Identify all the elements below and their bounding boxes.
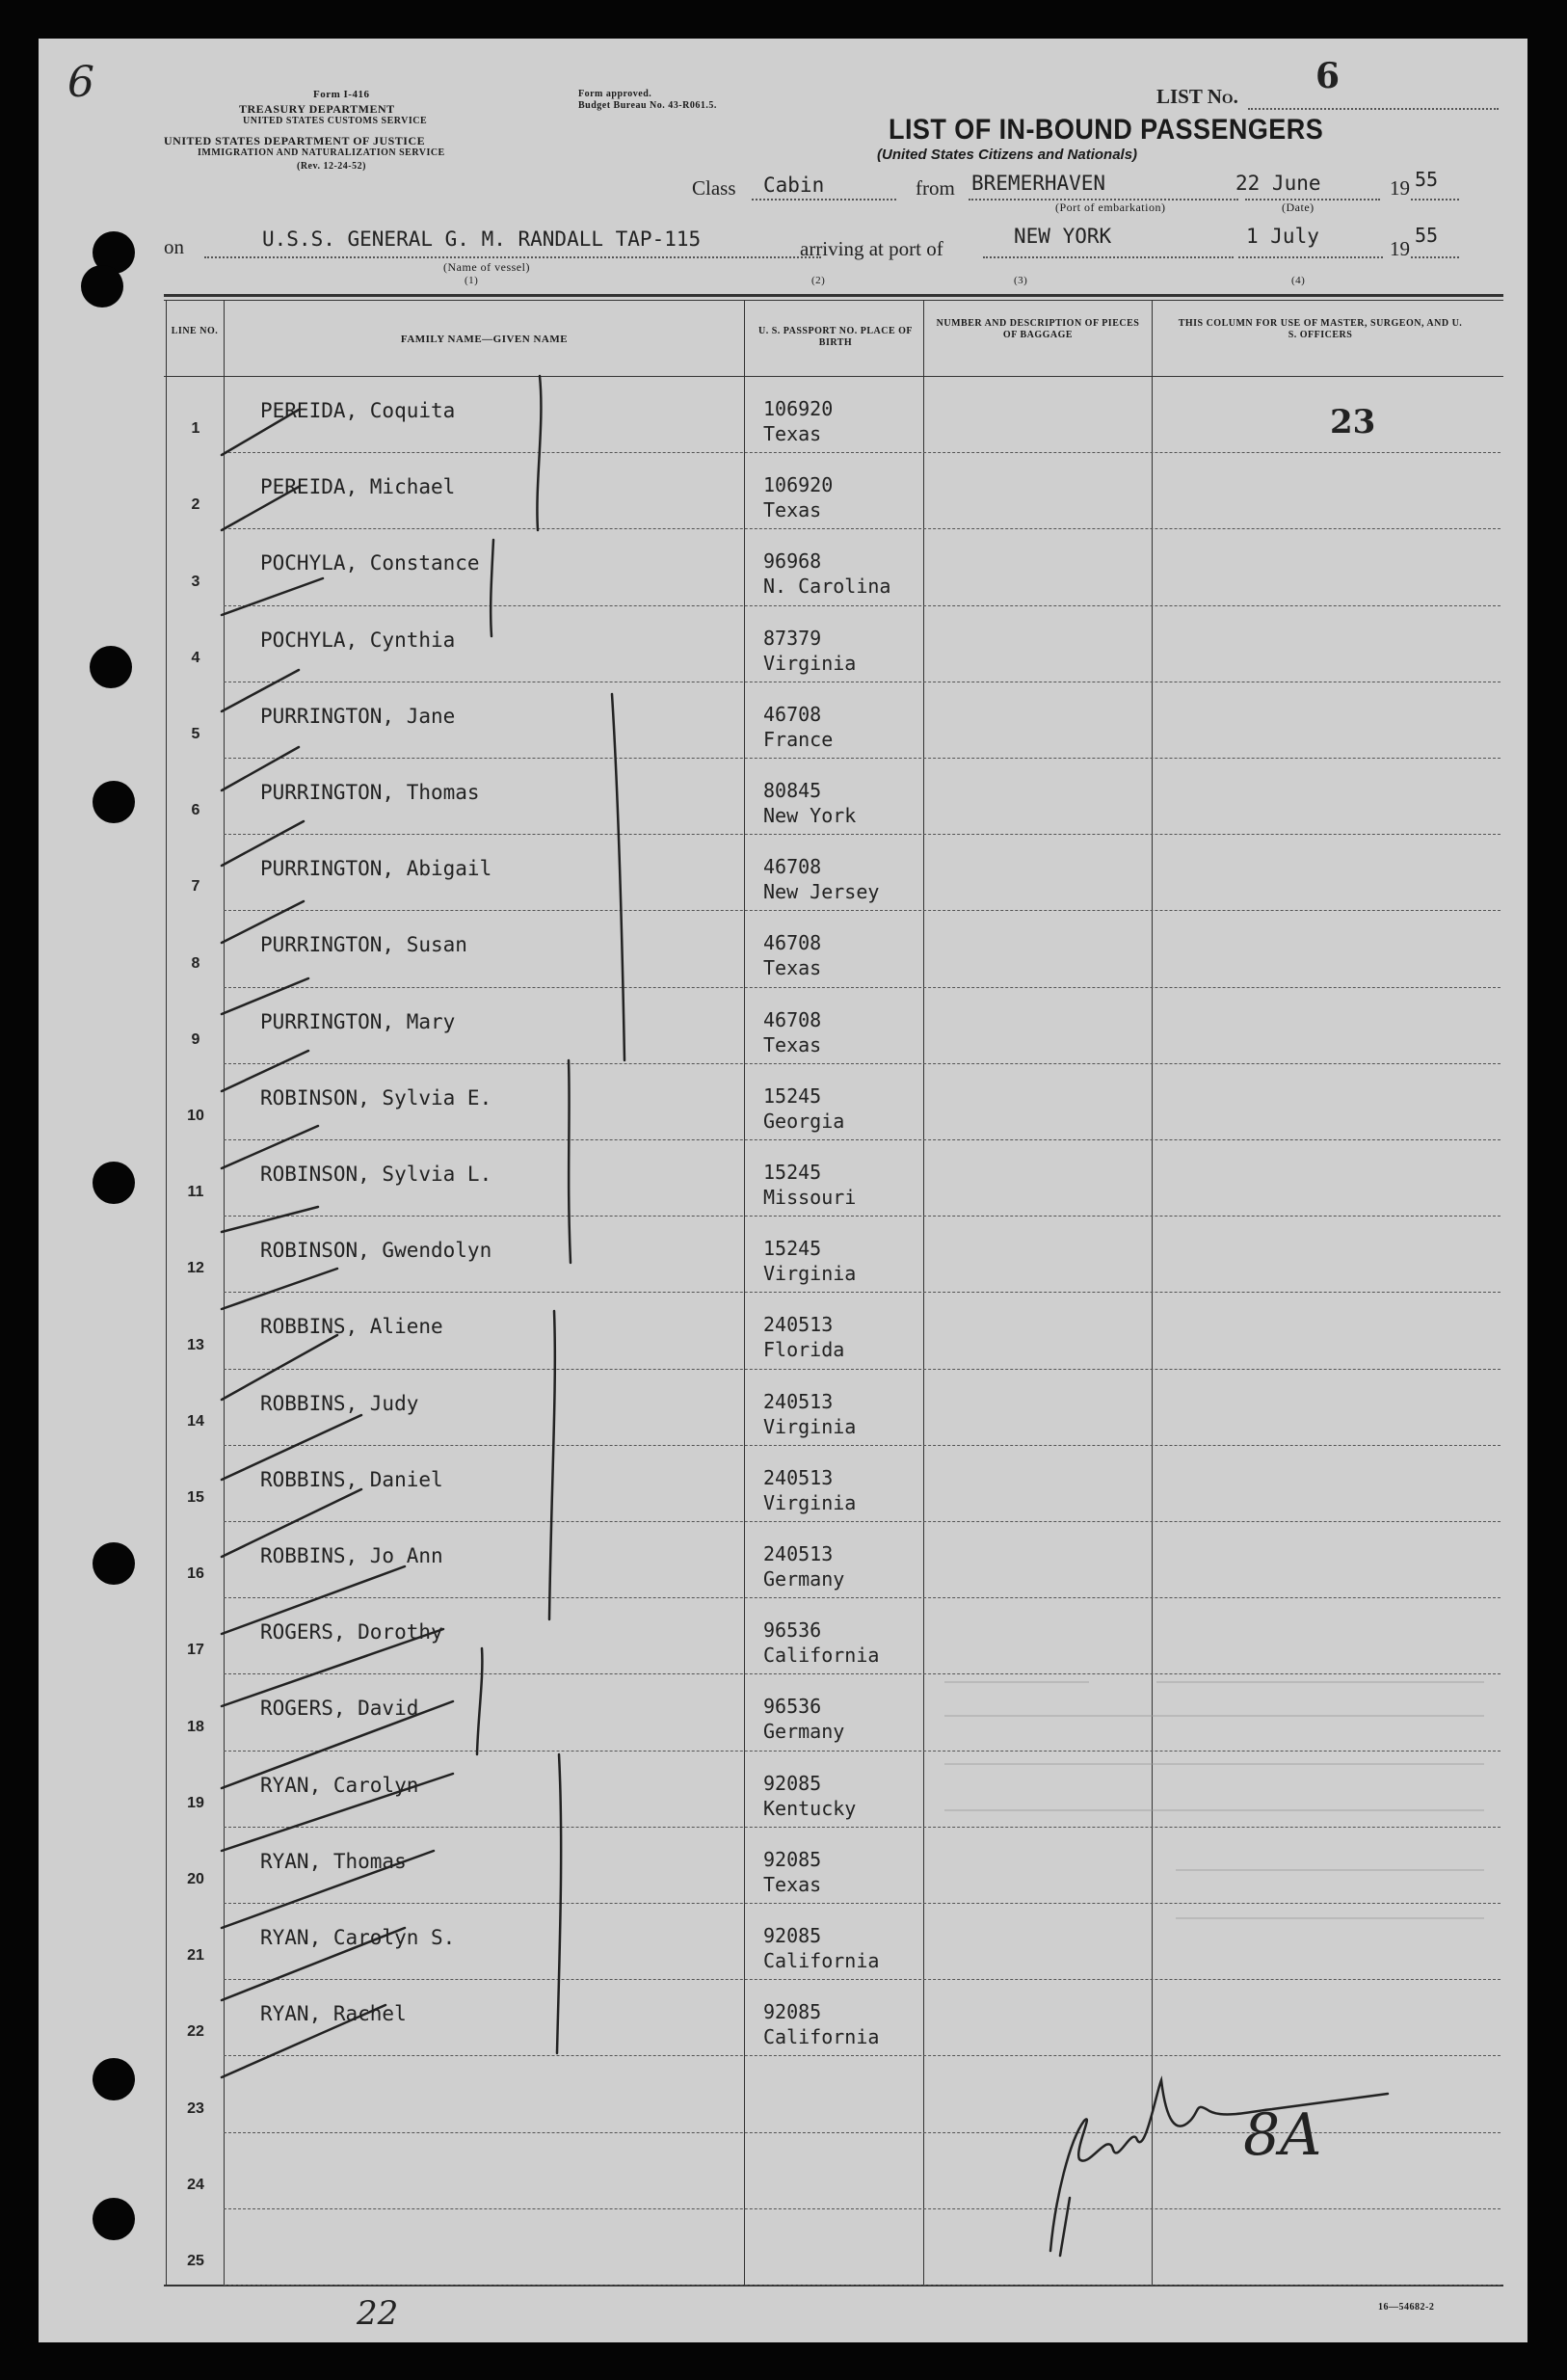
date-caption: (Date) bbox=[1282, 201, 1315, 214]
row-divider bbox=[224, 1139, 1501, 1140]
line-number: 19 bbox=[187, 1794, 204, 1811]
line-number: 12 bbox=[187, 1260, 204, 1277]
passport-number: 46708 bbox=[763, 855, 822, 879]
embarkation-port: BREMERHAVEN bbox=[971, 172, 1106, 195]
col-header-baggage: NUMBER AND DESCRIPTION OF PIECES OF BAGGAGE bbox=[936, 318, 1140, 340]
place-of-birth: Missouri bbox=[763, 1186, 857, 1209]
row-divider bbox=[224, 605, 1501, 606]
place-of-birth: New Jersey bbox=[763, 880, 880, 904]
passenger-name: ROBINSON, Sylvia L. bbox=[260, 1163, 492, 1186]
form-footer: 16—54682-2 bbox=[1378, 2302, 1435, 2313]
passport-number: 46708 bbox=[763, 931, 822, 955]
passport-number: 92085 bbox=[763, 1924, 822, 1947]
punch-hole bbox=[93, 2198, 135, 2240]
family-bracket-mark bbox=[477, 1648, 482, 1754]
row-divider bbox=[224, 1827, 1501, 1828]
place-of-birth: Florida bbox=[763, 1338, 845, 1362]
passenger-name: POCHYLA, Constance bbox=[260, 551, 480, 575]
caption-4: (4) bbox=[1291, 275, 1306, 286]
bottom-handwritten-mark: 22 bbox=[357, 2294, 399, 2333]
arrival-date-line bbox=[1238, 256, 1383, 258]
line-number: 23 bbox=[187, 2099, 204, 2117]
passenger-name: PURRINGTON, Abigail bbox=[260, 857, 492, 881]
punch-hole bbox=[93, 781, 135, 823]
line-number: 2 bbox=[191, 496, 200, 514]
place-of-birth: Virginia bbox=[763, 651, 857, 675]
class-value: Cabin bbox=[763, 174, 825, 197]
justice-dept: UNITED STATES DEPARTMENT OF JUSTICE bbox=[164, 134, 426, 147]
treasury-dept: TREASURY DEPARTMENT bbox=[239, 102, 395, 116]
budget-bureau: Budget Bureau No. 43-R061.5. bbox=[578, 100, 717, 111]
caption-3: (3) bbox=[1014, 275, 1028, 286]
form-number: Form I-416 bbox=[313, 89, 370, 100]
line-number: 18 bbox=[187, 1718, 204, 1735]
caption-1: (1) bbox=[465, 275, 479, 286]
passport-number: 87379 bbox=[763, 626, 822, 650]
row-divider bbox=[224, 452, 1501, 453]
line-number: 4 bbox=[191, 649, 200, 666]
place-of-birth: Virginia bbox=[763, 1490, 857, 1514]
line-number: 7 bbox=[191, 878, 200, 896]
passenger-name: PURRINGTON, Jane bbox=[260, 704, 456, 728]
line-number: 20 bbox=[187, 1871, 204, 1887]
passenger-name: PEREIDA, Michael bbox=[260, 475, 456, 499]
passport-number: 15245 bbox=[763, 1237, 822, 1261]
family-bracket-mark bbox=[569, 1060, 571, 1263]
passenger-name: ROBINSON, Sylvia E. bbox=[260, 1085, 492, 1110]
line-number: 25 bbox=[187, 2253, 204, 2269]
passenger-name: ROBBINS, Judy bbox=[260, 1391, 419, 1415]
vessel-caption: (Name of vessel) bbox=[443, 260, 530, 274]
officer-signature bbox=[1050, 2080, 1388, 2251]
passenger-name: ROBBINS, Jo Ann bbox=[260, 1544, 443, 1567]
line-number: 24 bbox=[187, 2176, 204, 2193]
passenger-name: PURRINGTON, Thomas bbox=[260, 781, 480, 804]
place-of-birth: Virginia bbox=[763, 1262, 857, 1286]
passport-number: 106920 bbox=[763, 397, 834, 420]
form-approved: Form approved. bbox=[578, 89, 652, 99]
vessel-line bbox=[204, 256, 821, 258]
row-divider bbox=[224, 1751, 1501, 1752]
on-label: on bbox=[164, 235, 184, 258]
passport-number: 240513 bbox=[763, 1465, 834, 1489]
passenger-name: POCHYLA, Cynthia bbox=[260, 628, 456, 652]
line-number: 3 bbox=[191, 573, 200, 590]
row-divider bbox=[224, 2208, 1501, 2209]
passport-number: 92085 bbox=[763, 1771, 822, 1795]
row-divider bbox=[224, 1521, 1501, 1522]
form-subtitle: (United States Citizens and Nationals) bbox=[877, 147, 1138, 163]
place-of-birth: Virginia bbox=[763, 1414, 857, 1438]
embark-year-line bbox=[1411, 199, 1459, 201]
row-divider bbox=[224, 1445, 1501, 1446]
place-of-birth: Texas bbox=[763, 956, 822, 980]
passenger-name: ROBBINS, Aliene bbox=[260, 1315, 443, 1339]
place-of-birth: New York bbox=[763, 804, 857, 827]
col-divider-line bbox=[166, 301, 167, 2285]
embarkation-year: 55 bbox=[1415, 168, 1439, 191]
place-of-birth: Texas bbox=[763, 422, 822, 445]
family-bracket-mark bbox=[612, 694, 624, 1060]
row-divider bbox=[224, 1673, 1501, 1674]
passenger-name: RYAN, Rachel bbox=[260, 2002, 407, 2026]
arrival-port: NEW YORK bbox=[1014, 225, 1112, 248]
passport-number: 96536 bbox=[763, 1695, 822, 1719]
place-of-birth: California bbox=[763, 1644, 880, 1668]
place-of-birth: Germany bbox=[763, 1567, 845, 1591]
line-number: 8 bbox=[191, 954, 200, 972]
line-number: 21 bbox=[187, 1947, 204, 1965]
family-bracket-mark bbox=[557, 1754, 561, 2053]
passenger-name: ROGERS, Dorothy bbox=[260, 1620, 443, 1645]
check-tick-mark bbox=[222, 1269, 337, 1309]
passenger-name: ROGERS, David bbox=[260, 1697, 419, 1721]
line-number: 1 bbox=[191, 420, 200, 438]
arrival-year: 55 bbox=[1415, 224, 1439, 247]
list-no-label: LIST No. bbox=[1156, 85, 1238, 108]
corner-mark: 6 bbox=[67, 58, 94, 107]
embark-year-prefix: 19 bbox=[1390, 176, 1410, 200]
col-header-name: FAMILY NAME—GIVEN NAME bbox=[400, 334, 569, 345]
header-bottom-border bbox=[164, 376, 1503, 377]
punch-hole bbox=[90, 646, 132, 688]
row-divider bbox=[224, 1597, 1501, 1598]
passenger-name: ROBINSON, Gwendolyn bbox=[260, 1239, 492, 1263]
arrival-port-line bbox=[983, 256, 1234, 258]
row-divider bbox=[224, 834, 1501, 835]
signature-initials: 8A bbox=[1243, 2101, 1322, 2169]
row-divider bbox=[224, 910, 1501, 911]
manifest-page bbox=[39, 39, 1527, 2342]
row-divider bbox=[224, 2055, 1501, 2056]
line-number: 13 bbox=[187, 1336, 204, 1353]
from-label: from bbox=[916, 176, 955, 200]
table-top-border bbox=[164, 294, 1503, 297]
passenger-name: ROBBINS, Daniel bbox=[260, 1467, 443, 1491]
punch-hole bbox=[93, 1542, 135, 1585]
passport-number: 46708 bbox=[763, 1007, 822, 1031]
row-divider bbox=[224, 2285, 1501, 2286]
passenger-name: PURRINGTON, Mary bbox=[260, 1009, 456, 1033]
place-of-birth: N. Carolina bbox=[763, 575, 891, 599]
class-line bbox=[752, 199, 896, 201]
place-of-birth: Kentucky bbox=[763, 1796, 857, 1820]
line-number: 17 bbox=[187, 1642, 204, 1659]
officer-signature bbox=[1060, 2198, 1070, 2256]
place-of-birth: Texas bbox=[763, 498, 822, 522]
passenger-name: PEREIDA, Coquita bbox=[260, 399, 456, 422]
row-divider bbox=[224, 1369, 1501, 1370]
passport-number: 80845 bbox=[763, 779, 822, 802]
place-of-birth: Texas bbox=[763, 1872, 822, 1896]
col-header-line-no: LINE NO. bbox=[171, 326, 219, 336]
line-number: 15 bbox=[187, 1489, 204, 1506]
port-embarkation-caption: (Port of embarkation) bbox=[1055, 201, 1166, 214]
line-number: 14 bbox=[187, 1412, 204, 1430]
check-tick-mark bbox=[222, 1335, 337, 1400]
row-divider bbox=[224, 1063, 1501, 1064]
row-divider bbox=[224, 1292, 1501, 1293]
customs-service: UNITED STATES CUSTOMS SERVICE bbox=[243, 116, 428, 126]
passport-number: 240513 bbox=[763, 1389, 834, 1413]
arrival-year-prefix: 19 bbox=[1390, 237, 1410, 260]
check-tick-mark bbox=[222, 1051, 308, 1091]
line-number: 22 bbox=[187, 2023, 204, 2041]
col-header-officers: THIS COLUMN FOR USE OF MASTER, SURGEON, AND U. S. OFFICERS bbox=[1178, 318, 1463, 340]
passport-number: 46708 bbox=[763, 702, 822, 726]
row-divider bbox=[224, 1979, 1501, 1980]
line-number: 5 bbox=[191, 726, 200, 742]
list-no-line bbox=[1248, 108, 1499, 110]
check-tick-mark bbox=[222, 978, 308, 1014]
passport-number: 96536 bbox=[763, 1618, 822, 1643]
place-of-birth: France bbox=[763, 727, 834, 751]
passenger-name: RYAN, Carolyn S. bbox=[260, 1926, 456, 1949]
col-header-passport: U. S. PASSPORT NO. PLACE OF BIRTH bbox=[757, 326, 914, 348]
row-divider bbox=[224, 528, 1501, 529]
check-tick-mark bbox=[222, 1207, 318, 1232]
place-of-birth: Germany bbox=[763, 1720, 845, 1744]
passport-number: 96968 bbox=[763, 549, 822, 574]
table-top-border-2 bbox=[164, 300, 1503, 301]
line-number: 6 bbox=[191, 802, 200, 819]
passport-number: 240513 bbox=[763, 1313, 834, 1337]
punch-hole bbox=[81, 265, 123, 308]
passenger-name: RYAN, Carolyn bbox=[260, 1773, 419, 1797]
passport-number: 92085 bbox=[763, 2000, 822, 2024]
punch-hole bbox=[93, 2058, 135, 2100]
arriving-label: arriving at port of bbox=[800, 237, 943, 260]
revision: (Rev. 12-24-52) bbox=[297, 161, 366, 172]
passport-number: 15245 bbox=[763, 1083, 822, 1108]
line-number: 9 bbox=[191, 1030, 200, 1048]
passenger-name: PURRINGTON, Susan bbox=[260, 933, 467, 957]
line-number: 11 bbox=[187, 1184, 204, 1201]
check-tick-mark bbox=[222, 578, 323, 615]
family-bracket-mark bbox=[549, 1311, 555, 1619]
passport-number: 240513 bbox=[763, 1542, 834, 1565]
arrival-year-line bbox=[1411, 256, 1459, 258]
punch-hole bbox=[93, 1162, 135, 1204]
passport-number: 15245 bbox=[763, 1161, 822, 1184]
ins-service: IMMIGRATION AND NATURALIZATION SERVICE bbox=[198, 147, 445, 158]
vessel-name: U.S.S. GENERAL G. M. RANDALL TAP-115 bbox=[262, 227, 702, 251]
line-number: 10 bbox=[187, 1108, 204, 1124]
row-divider bbox=[224, 758, 1501, 759]
list-no-value: 6 bbox=[1315, 56, 1341, 96]
officer-count: 23 bbox=[1330, 403, 1376, 441]
passport-number: 92085 bbox=[763, 1847, 822, 1871]
row-divider bbox=[224, 1903, 1501, 1904]
row-divider bbox=[224, 1216, 1501, 1217]
arrival-date: 1 July bbox=[1246, 225, 1319, 248]
embarkation-date: 22 June bbox=[1235, 172, 1321, 195]
family-bracket-mark bbox=[491, 540, 493, 636]
place-of-birth: California bbox=[763, 1949, 880, 1972]
form-title: LIST OF IN-BOUND PASSENGERS bbox=[889, 114, 1324, 146]
class-label: Class bbox=[692, 176, 736, 200]
passenger-name: RYAN, Thomas bbox=[260, 1849, 407, 1873]
row-divider bbox=[224, 987, 1501, 988]
place-of-birth: Texas bbox=[763, 1032, 822, 1056]
place-of-birth: California bbox=[763, 2025, 880, 2049]
place-of-birth: Georgia bbox=[763, 1109, 845, 1133]
passport-number: 106920 bbox=[763, 473, 834, 497]
caption-2: (2) bbox=[811, 275, 826, 286]
line-number: 16 bbox=[187, 1565, 204, 1583]
